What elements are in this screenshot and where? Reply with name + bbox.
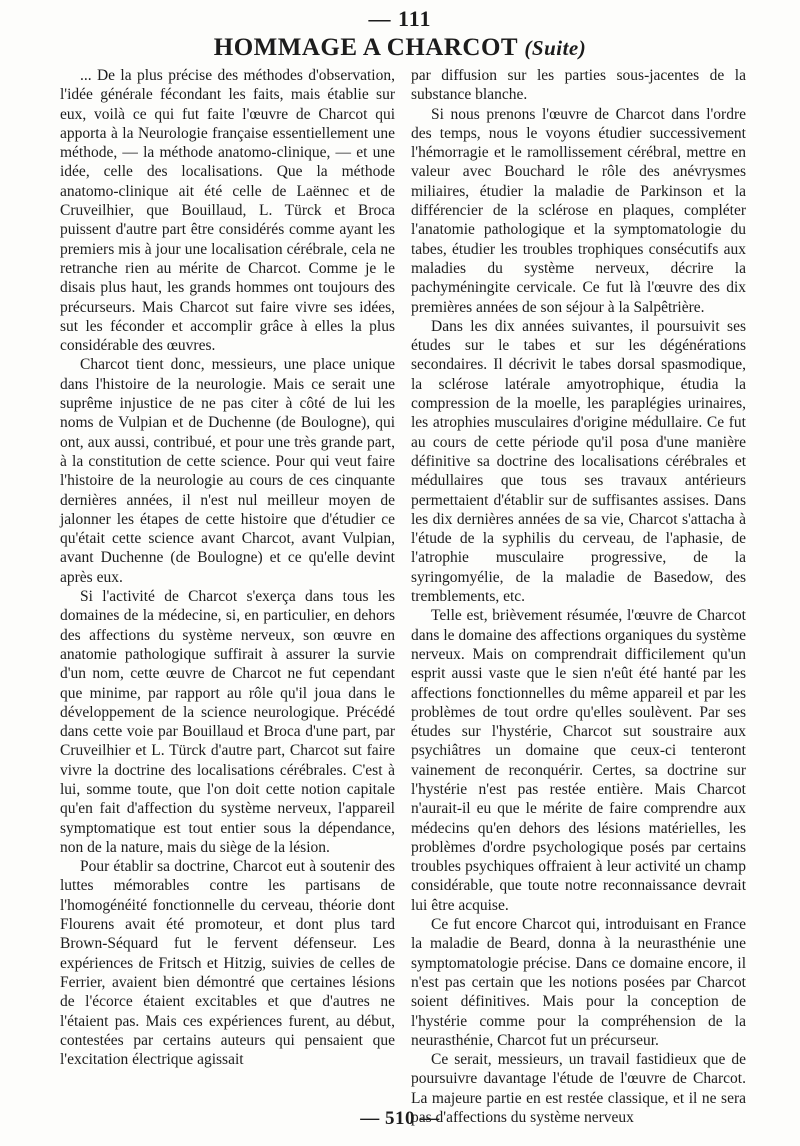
title-suite: (Suite) xyxy=(524,36,587,60)
paragraph: Si nous prenons l'œuvre de Charcot dans l'ordre des temps, nous le voyons étudier successivement l'hémorragie et le ramollissement cérébral, mettre en valeur avec Bouchard le rôle des anévrysmes miliaires, étudier la maladie de Parkinson et la différencier de la sclérose en plaques, compléter l'anatomie pathologique et la symptomatologie du tabes, étudier les troubles trophiques consécutifs aux maladies du système nerveux, décrire la pachyméningite cervicale. Ce fut là l'œuvre des dix premières années de son séjour à la Salpêtrière. xyxy=(411,105,746,316)
title-main: HOMMAGE A CHARCOT xyxy=(213,34,518,61)
left-column xyxy=(60,66,395,1127)
paragraph: ... De la plus précise des méthodes d'observation, l'idée générale fécondant les faits, mais établie sur eux, voilà ce qui fut faite l'œuvre de Charcot qui apporta à la Neurologie française essentiellement une méthode, — la méthode anatomo-clinique, — et une idée, celle des localisations. Que la méthode anatomo-clinique ait été celle de Laënnec et de Cruveilhier, que Bouillaud, L. Türck et Broca puissent d'autre part être considérés comme ayant les premiers mis à jour une localisation cérébrale, cela ne retranche rien au mérite de Charcot. Comme je le disais plus haut, les grands hommes ont toujours des précurseurs. Mais Charcot sut faire vivre ses idées, sut les féconder et accomplir grâce à elles la plus considérable des œuvres. xyxy=(60,67,395,355)
paragraph: Telle est, brièvement résumée, l'œuvre de Charcot dans le domaine des affections organiques du système nerveux. Mais on comprendrait difficilement qu'un esprit aussi vaste que le sien n'eût été hanté par les affections fonctionnelles du même appareil et par les problèmes de tout ordre qu'elles soulèvent. Par ses études sur l'hystérie, Charcot sut soustraire aux psychiâtres un domaine que ceux-ci tenteront vainement de reconquérir. Certes, sa doctrine sur l'hystérie n'est pas restée entière. Mais Charcot n'aurait-il eu que le mérite de faire comprendre aux médecins qu'en dehors des lésions matérielles, les problèmes d'ordre psychologique posés par certains troubles psychiques offraient à leur activité un champ considérable, que toute notre reconnaissance devrait lui être acquise. xyxy=(411,607,746,914)
right-column xyxy=(411,66,746,1127)
two-column-body xyxy=(60,66,746,1127)
paragraph: Dans les dix années suivantes, il poursuivit ses études sur le tabes et sur les dégénérations secondaires. Il décrivit le tabes dorsal spasmodique, la sclérose latérale amyotrophique, étudia la compression de la moelle, les paraplégies urinaires, les atrophies musculaires d'origine médullaire. Ce fut au cours de cette période qu'il posa d'une manière définitive sa doctrine des localisations cérébrales et médullaires que tous ses travaux antérieurs permettaient d'établir sur de suffisantes assises. Dans les dix dernières années de sa vie, Charcot s'attacha à l'étude de la syphilis du cerveau, de l'aphasie, de l'atrophie musculaire progressive, de la syringomyélie, de la maladie de Basedow, des tremblements, etc. xyxy=(411,317,746,606)
page-title xyxy=(0,34,800,62)
paragraph: Ce fut encore Charcot qui, introduisant en France la maladie de Beard, donna à la neurasthénie une symptomatologie précise. Dans ce domaine encore, il n'est pas certain que les notions posées par Charcot soient définitives. Mais pour la conception de l'hystérie comme pour la compréhension de la neurasthénie, Charcot fut un précurseur. xyxy=(411,916,746,1049)
top-page-number: — 111 xyxy=(368,6,432,31)
paragraph: Ce serait, messieurs, un travail fastidieux que de poursuivre davantage l'étude de l'œuvre de Charcot. La majeure partie en est restée classique, et il ne sera pas d'affections du système nerveux xyxy=(411,1051,746,1127)
paragraph: Pour établir sa doctrine, Charcot eut à soutenir des luttes mémorables contre les partisans de l'homogénéité fonctionnelle du cerveau, théorie dont Flourens avait été promoteur, et dont plus tard Brown-Séquard fut le fervent défenseur. Les expériences de Fritsch et Hitzig, suivies de celles de Ferrier, avaient bien démontré que certaines lésions de l'écorce étaient excitables et que d'autres ne l'étaient pas. Mais ces expériences furent, au début, contestées par certains auteurs qui pensaient que l'excitation électrique agissait xyxy=(60,858,395,1069)
paragraph: Si l'activité de Charcot s'exerça dans tous les domaines de la médecine, si, en particulier, en dehors des affections du système nerveux, son œuvre en anatomie pathologique suffirait à assurer la survie d'un nom, cette œuvre de Charcot ne fut cependant que minime, par rapport au rôle qu'il joua dans le développement de la science neurologique. Précédé dans cette voie par Bouillaud et Broca d'une part, par Cruveilhier et L. Türck d'autre part, Charcot sut faire vivre la doctrine des localisations cérébrales. C'est à lui, somme toute, que l'on doit cette notion capitale qu'en fait d'affection du système nerveux, l'appareil symptomatique est tout entier sous la dépendance, non de la nature, mais du siège de la lésion. xyxy=(60,588,395,856)
bottom-page-number: — 510 — xyxy=(360,1108,440,1129)
paragraph: Charcot tient donc, messieurs, une place unique dans l'histoire de la neurologie. Mais ce serait une suprême injustice de ne pas citer à côté de lui les noms de Vulpian et de Duchenne (de Boulogne), qui ont, aux aussi, contribué, et pour une très grande part, à la constitution de cette science. Pour qui veut faire l'histoire de la neurologie au cours de ces cinquante dernières années, il n'est nul meilleur moyen de jalonner les étapes de cette histoire que d'étudier ce qu'était cette science avant Charcot, avant Vulpian, avant Duchenne (de Boulogne) et ce qu'elle devint après eux. xyxy=(60,356,395,586)
paragraph: par diffusion sur les parties sous-jacentes de la substance blanche. xyxy=(411,67,746,104)
